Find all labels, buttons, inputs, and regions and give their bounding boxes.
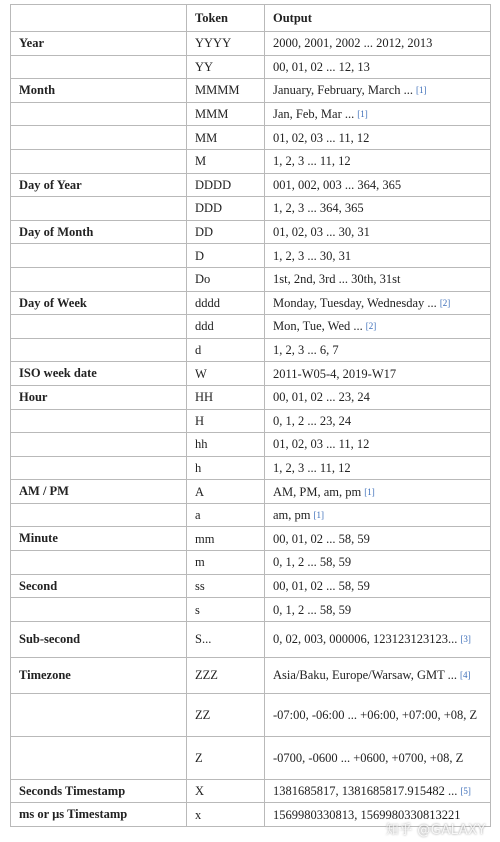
table-row: [11, 779, 491, 803]
row-output: 00, 01, 02 ... 12, 13: [273, 59, 370, 74]
row-category: Day of Year: [11, 173, 187, 197]
row-category: Day of Week: [11, 291, 187, 315]
row-output: 001, 002, 003 ... 364, 365: [273, 177, 402, 192]
row-token: a: [187, 503, 265, 527]
row-output-cell: [265, 315, 491, 339]
row-token: Z: [187, 736, 265, 779]
row-output: Mon, Tue, Wed ...: [273, 319, 363, 334]
header-output: Output: [265, 5, 491, 32]
row-output-cell: [265, 291, 491, 315]
footnote-ref-link[interactable]: [1]: [357, 109, 368, 120]
row-output-cell: [265, 126, 491, 150]
row-output: 0, 1, 2 ... 58, 59: [273, 602, 352, 617]
row-output-cell: [265, 55, 491, 79]
row-category: ms or µs Timestamp: [11, 803, 187, 827]
row-token: s: [187, 598, 265, 622]
row-token: Do: [187, 267, 265, 291]
row-token: mm: [187, 527, 265, 551]
table-row: [11, 102, 491, 126]
row-category: Sub-second: [11, 621, 187, 657]
row-output: am, pm: [273, 508, 311, 523]
row-token: H: [187, 409, 265, 433]
row-category: [11, 736, 187, 779]
table-row: [11, 291, 491, 315]
row-output: 01, 02, 03 ... 11, 12: [273, 437, 370, 452]
table-row: [11, 480, 491, 504]
row-output-cell: [265, 220, 491, 244]
row-token: MM: [187, 126, 265, 150]
row-output-cell: [265, 173, 491, 197]
row-output: 1, 2, 3 ... 11, 12: [273, 460, 351, 475]
row-category: [11, 503, 187, 527]
row-category: [11, 551, 187, 575]
row-token: DD: [187, 220, 265, 244]
table-row: [11, 267, 491, 291]
format-token-table: [10, 4, 491, 827]
row-category: Seconds Timestamp: [11, 779, 187, 803]
watermark: 知乎 @GALAXY: [385, 823, 486, 838]
footnote-ref-link[interactable]: [1]: [313, 510, 324, 521]
table-row: [11, 409, 491, 433]
row-token: ss: [187, 574, 265, 598]
row-output: Asia/Baku, Europe/Warsaw, GMT ...: [273, 668, 458, 683]
row-token: hh: [187, 433, 265, 457]
row-category: [11, 433, 187, 457]
row-category: [11, 102, 187, 126]
row-output-cell: [265, 574, 491, 598]
row-output: 2011-W05-4, 2019-W17: [273, 366, 397, 381]
row-output: 1st, 2nd, 3rd ... 30th, 31st: [273, 272, 401, 287]
row-output: 1, 2, 3 ... 11, 12: [273, 154, 351, 169]
row-token: M: [187, 149, 265, 173]
row-output: 00, 01, 02 ... 58, 59: [273, 531, 370, 546]
row-output: 0, 1, 2 ... 23, 24: [273, 413, 352, 428]
row-output: -07:00, -06:00 ... +06:00, +07:00, +08, Z: [273, 707, 478, 722]
row-category: [11, 149, 187, 173]
table-row: [11, 32, 491, 56]
row-output-cell: [265, 362, 491, 386]
row-output-cell: [265, 736, 491, 779]
row-output-cell: [265, 244, 491, 268]
row-output: 00, 01, 02 ... 23, 24: [273, 390, 370, 405]
row-output: AM, PM, am, pm: [273, 484, 362, 499]
row-token: YY: [187, 55, 265, 79]
row-output: -0700, -0600 ... +0600, +0700, +08, Z: [273, 750, 464, 765]
table-row: [11, 55, 491, 79]
row-output-cell: [265, 385, 491, 409]
row-category: Minute: [11, 527, 187, 551]
table-row: [11, 621, 491, 657]
row-output-cell: [265, 456, 491, 480]
table-row: [11, 456, 491, 480]
footnote-ref-link[interactable]: [2]: [439, 297, 451, 308]
row-category: Second: [11, 574, 187, 598]
row-category: [11, 244, 187, 268]
table-row: [11, 244, 491, 268]
table-row: [11, 503, 491, 527]
row-output: 2000, 2001, 2002 ... 2012, 2013: [273, 36, 433, 51]
row-category: [11, 197, 187, 221]
table-header: [11, 5, 491, 32]
row-token: W: [187, 362, 265, 386]
row-output-cell: [265, 433, 491, 457]
header-category: [11, 5, 187, 32]
row-output: 1, 2, 3 ... 364, 365: [273, 201, 364, 216]
row-output-cell: [265, 621, 491, 657]
row-token: S...: [187, 621, 265, 657]
format-table-container: [10, 4, 490, 827]
row-category: [11, 338, 187, 362]
row-output: 00, 01, 02 ... 58, 59: [273, 578, 370, 593]
row-token: D: [187, 244, 265, 268]
table-row: [11, 315, 491, 339]
row-output-cell: [265, 657, 491, 693]
row-category: [11, 598, 187, 622]
row-output: 1381685817, 1381685817.915482 ...: [273, 784, 458, 799]
row-category: ISO week date: [11, 362, 187, 386]
row-output-cell: [265, 409, 491, 433]
footnote-ref-link[interactable]: [3]: [460, 634, 471, 645]
row-token: X: [187, 779, 265, 803]
row-category: [11, 456, 187, 480]
row-category: [11, 55, 187, 79]
row-token: x: [187, 803, 265, 827]
row-output-cell: [265, 779, 491, 803]
footnote-ref-link[interactable]: [5]: [460, 786, 471, 797]
row-output: 0, 02, 003, 000006, 123123123123...: [273, 632, 458, 647]
row-output-cell: [265, 693, 491, 736]
row-token: MMMM: [187, 79, 265, 103]
row-output-cell: [265, 32, 491, 56]
row-category: [11, 315, 187, 339]
row-token: ZZZ: [187, 657, 265, 693]
table-row: [11, 79, 491, 103]
table-row: [11, 736, 491, 779]
row-token: A: [187, 480, 265, 504]
table-row: [11, 693, 491, 736]
footnote-ref-link[interactable]: [1]: [364, 486, 375, 497]
row-token: MMM: [187, 102, 265, 126]
row-output-cell: [265, 551, 491, 575]
row-category: [11, 409, 187, 433]
row-token: YYYY: [187, 32, 265, 56]
row-category: [11, 693, 187, 736]
row-token: ZZ: [187, 693, 265, 736]
table-row: [11, 657, 491, 693]
row-output-cell: [265, 102, 491, 126]
row-category: Hour: [11, 385, 187, 409]
table-row: [11, 385, 491, 409]
footnote-ref-link[interactable]: [2]: [365, 321, 377, 332]
footnote-ref-link[interactable]: [1]: [416, 85, 427, 96]
row-token: HH: [187, 385, 265, 409]
table-row: [11, 362, 491, 386]
row-output: Jan, Feb, Mar ...: [273, 107, 355, 122]
table-row: [11, 527, 491, 551]
row-token: ddd: [187, 315, 265, 339]
row-category: Day of Month: [11, 220, 187, 244]
table-row: [11, 574, 491, 598]
row-output: Monday, Tuesday, Wednesday ...: [273, 295, 437, 310]
row-output-cell: [265, 527, 491, 551]
row-output-cell: [265, 79, 491, 103]
table-row: [11, 338, 491, 362]
row-output: 1569980330813, 1569980330813221: [273, 807, 461, 822]
row-category: AM / PM: [11, 480, 187, 504]
header-token: Token: [187, 5, 265, 32]
row-output-cell: [265, 149, 491, 173]
row-category: [11, 267, 187, 291]
table-row: [11, 220, 491, 244]
row-output-cell: [265, 338, 491, 362]
row-output: January, February, March ...: [273, 83, 413, 98]
row-token: DDD: [187, 197, 265, 221]
row-category: Timezone: [11, 657, 187, 693]
table-row: [11, 598, 491, 622]
row-output-cell: [265, 598, 491, 622]
row-token: m: [187, 551, 265, 575]
row-output-cell: [265, 503, 491, 527]
row-category: Year: [11, 32, 187, 56]
row-output: 1, 2, 3 ... 6, 7: [273, 343, 339, 358]
row-token: h: [187, 456, 265, 480]
table-row: [11, 173, 491, 197]
table-row: [11, 126, 491, 150]
footnote-ref-link[interactable]: [4]: [460, 670, 471, 681]
row-category: Month: [11, 79, 187, 103]
table-row: [11, 197, 491, 221]
row-output: 0, 1, 2 ... 58, 59: [273, 555, 352, 570]
row-category: [11, 126, 187, 150]
row-token: dddd: [187, 291, 265, 315]
row-output-cell: [265, 267, 491, 291]
row-output: 01, 02, 03 ... 11, 12: [273, 130, 370, 145]
row-output-cell: [265, 197, 491, 221]
table-row: [11, 551, 491, 575]
row-output: 1, 2, 3 ... 30, 31: [273, 248, 352, 263]
table-row: [11, 149, 491, 173]
row-output: 01, 02, 03 ... 30, 31: [273, 225, 370, 240]
row-output-cell: [265, 480, 491, 504]
table-body: [11, 32, 491, 827]
row-token: DDDD: [187, 173, 265, 197]
row-token: d: [187, 338, 265, 362]
table-row: [11, 433, 491, 457]
